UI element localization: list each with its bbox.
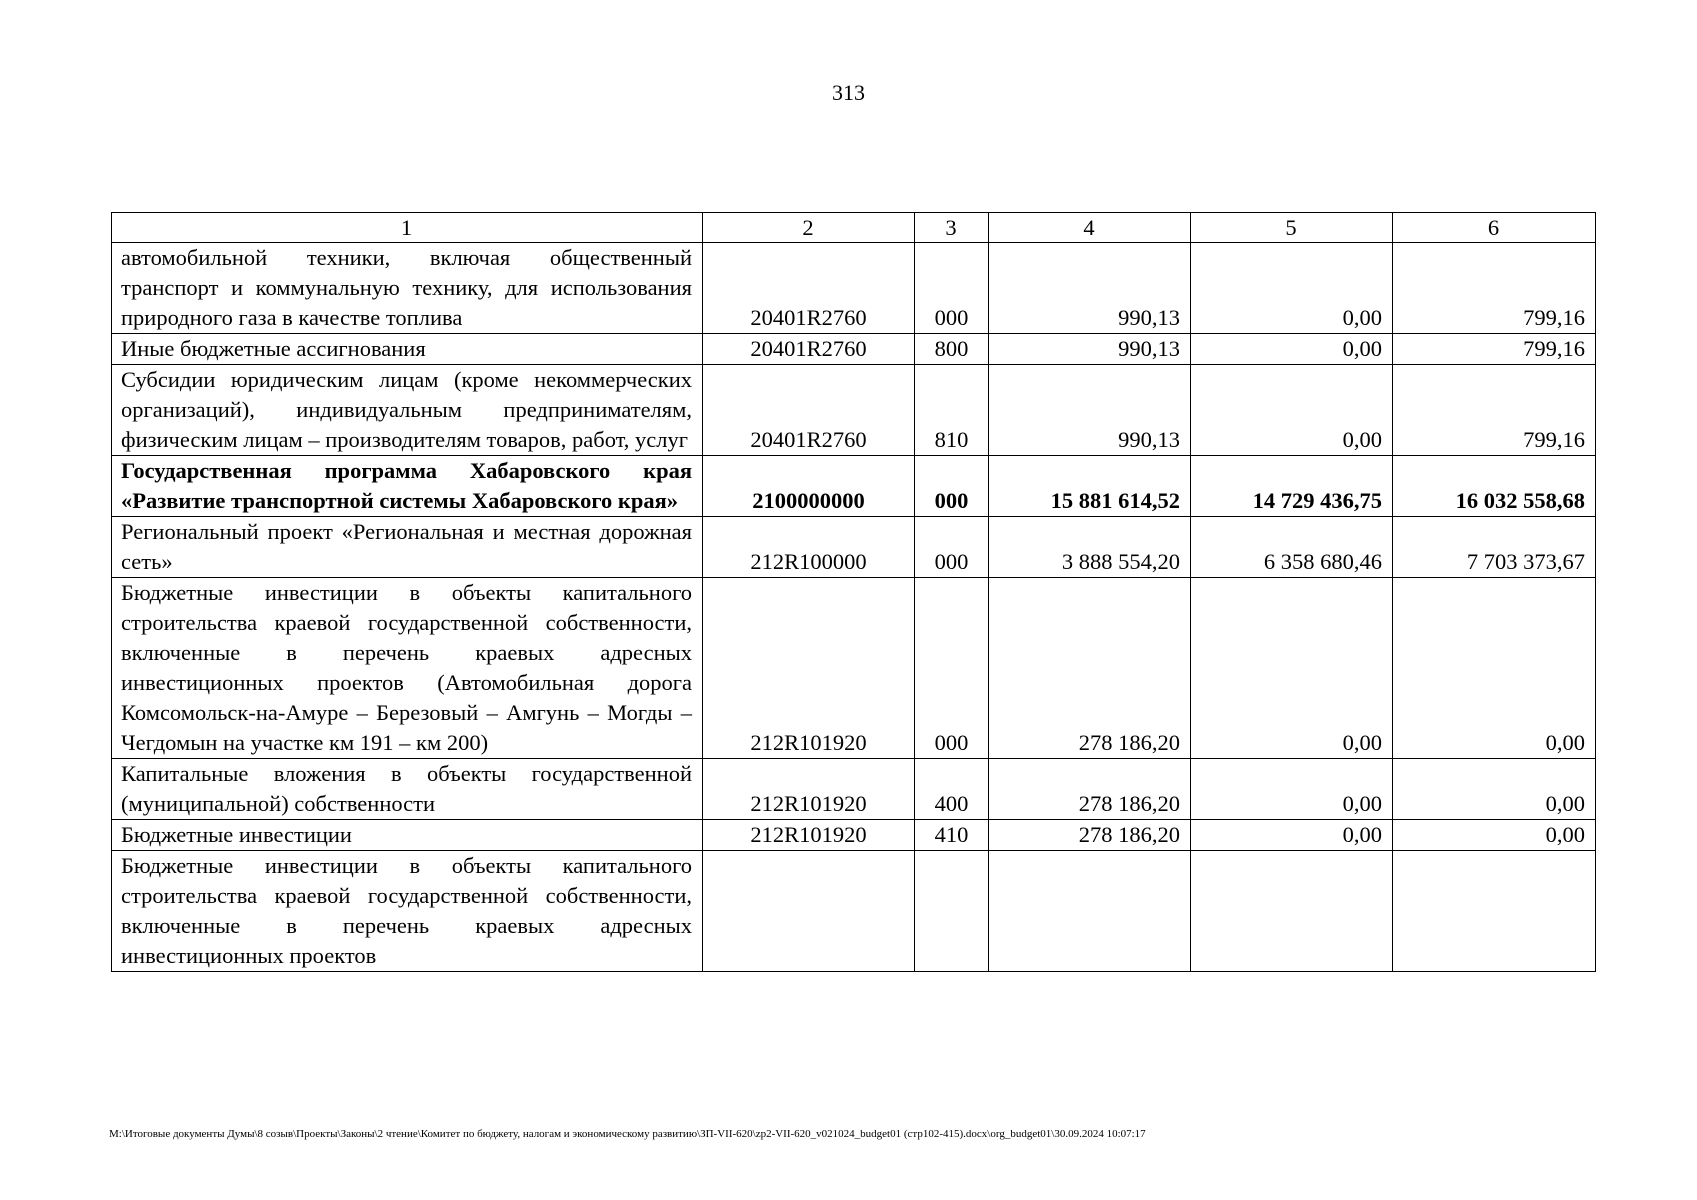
table-row — [112, 365, 1596, 456]
table-row — [112, 243, 1596, 334]
row-code — [703, 851, 915, 972]
row-value-5: 6 358 680,46 — [1191, 517, 1393, 578]
row-description: Капитальные вложения в объекты государственной (муниципальной) собственности — [112, 759, 703, 820]
row-value-6: 0,00 — [1393, 820, 1596, 851]
row-code: 212R100000 — [703, 517, 915, 578]
row-value-5 — [1191, 851, 1393, 972]
row-value-6: 0,00 — [1393, 759, 1596, 820]
row-value-5: 0,00 — [1191, 365, 1393, 456]
row-code: 212R101920 — [703, 578, 915, 759]
row-description: Бюджетные инвестиции в объекты капитального строительства краевой государственной собственности, включенные в перечень краевых адресных инвестиционных проектов (Автомобильная дорога Комсомольск-на-Амуре – Березовый – Амгунь – Могды – Чегдомын на участке км 191 – км 200) — [112, 578, 703, 759]
row-value-6: 16 032 558,68 — [1393, 456, 1596, 517]
row-value-6: 799,16 — [1393, 365, 1596, 456]
column-header: 5 — [1191, 213, 1393, 243]
row-value-6 — [1393, 851, 1596, 972]
row-value-6: 0,00 — [1393, 578, 1596, 759]
row-code: 2100000000 — [703, 456, 915, 517]
row-value-5: 0,00 — [1191, 759, 1393, 820]
column-header: 4 — [989, 213, 1191, 243]
row-type: 000 — [915, 456, 989, 517]
table-row-continued — [112, 851, 1596, 972]
row-code: 20401R2760 — [703, 365, 915, 456]
row-description: Бюджетные инвестиции в объекты капитального строительства краевой государственной собственности, включенные в перечень краевых адресных инвестиционных проектов — [112, 851, 703, 972]
page-number: 313 — [832, 80, 865, 105]
budget-table — [111, 212, 1596, 972]
column-header: 6 — [1393, 213, 1596, 243]
row-value-5: 0,00 — [1191, 578, 1393, 759]
row-code: 20401R2760 — [703, 243, 915, 334]
table-row — [112, 578, 1596, 759]
row-code: 212R101920 — [703, 820, 915, 851]
row-type: 800 — [915, 334, 989, 365]
row-value-6: 799,16 — [1393, 243, 1596, 334]
table-row — [112, 759, 1596, 820]
row-value-4: 278 186,20 — [989, 578, 1191, 759]
row-value-4: 278 186,20 — [989, 820, 1191, 851]
row-value-5: 0,00 — [1191, 334, 1393, 365]
row-value-4: 990,13 — [989, 243, 1191, 334]
row-code: 212R101920 — [703, 759, 915, 820]
row-value-4: 3 888 554,20 — [989, 517, 1191, 578]
footer-file-path: M:\Итоговые документы Думы\8 созыв\Проекты\Законы\2 чтение\Комитет по бюджету, налогам и экономическому развитию\ЗП-VII-620\zp2-VII-620_v021024_budget01 (стр102-415).docx\org_budget01\30.09.2024 10:07:17 — [109, 1128, 1146, 1140]
table-row-program — [112, 456, 1596, 517]
row-code: 20401R2760 — [703, 334, 915, 365]
row-value-5: 0,00 — [1191, 820, 1393, 851]
table-row — [112, 517, 1596, 578]
table-row — [112, 820, 1596, 851]
row-value-4: 278 186,20 — [989, 759, 1191, 820]
row-value-6: 799,16 — [1393, 334, 1596, 365]
row-value-6: 7 703 373,67 — [1393, 517, 1596, 578]
row-value-4: 990,13 — [989, 365, 1191, 456]
row-type: 410 — [915, 820, 989, 851]
table-row — [112, 334, 1596, 365]
row-value-4: 990,13 — [989, 334, 1191, 365]
row-type: 000 — [915, 578, 989, 759]
row-description: Субсидии юридическим лицам (кроме некоммерческих организаций), индивидуальным предпринимателям, физическим лицам – производителям товаров, работ, услуг — [112, 365, 703, 456]
table-header-row — [112, 213, 1596, 243]
column-header: 1 — [112, 213, 703, 243]
row-description: автомобильной техники, включая общественный транспорт и коммунальную технику, для использования природного газа в качестве топлива — [112, 243, 703, 334]
row-description: Иные бюджетные ассигнования — [112, 334, 703, 365]
row-description: Государственная программа Хабаровского края «Развитие транспортной системы Хабаровского края» — [112, 456, 703, 517]
column-header: 3 — [915, 213, 989, 243]
row-value-4 — [989, 851, 1191, 972]
row-type: 810 — [915, 365, 989, 456]
row-type: 400 — [915, 759, 989, 820]
row-value-5: 0,00 — [1191, 243, 1393, 334]
row-type: 000 — [915, 517, 989, 578]
row-value-5: 14 729 436,75 — [1191, 456, 1393, 517]
column-header: 2 — [703, 213, 915, 243]
row-type: 000 — [915, 243, 989, 334]
row-value-4: 15 881 614,52 — [989, 456, 1191, 517]
row-description: Бюджетные инвестиции — [112, 820, 703, 851]
row-description: Региональный проект «Региональная и местная дорожная сеть» — [112, 517, 703, 578]
row-type — [915, 851, 989, 972]
